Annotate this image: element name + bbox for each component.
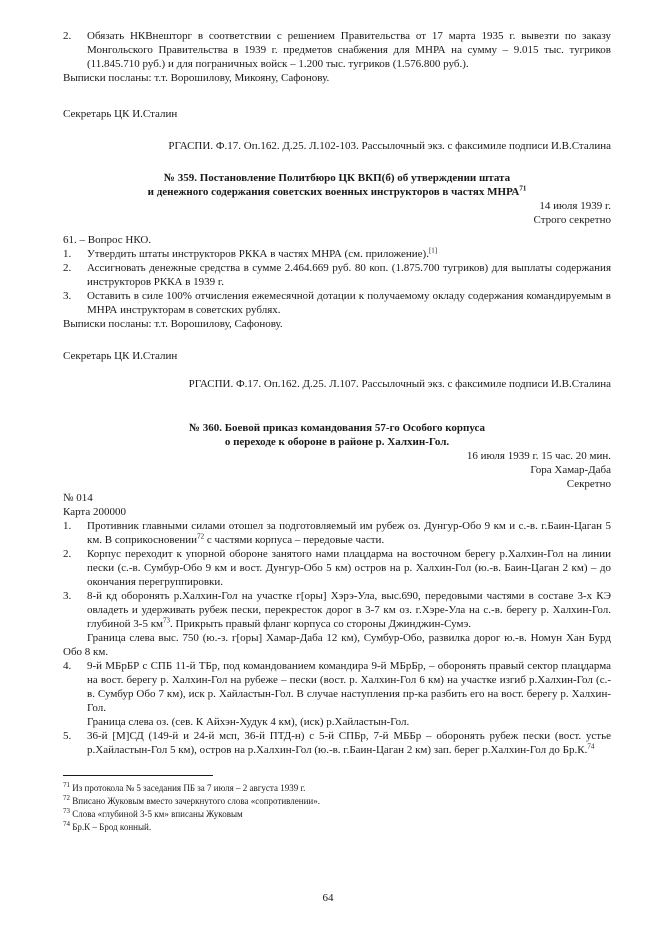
order-number: № 014 — [63, 492, 93, 504]
document-page — [63, 29, 611, 834]
doc-title-line: № 360. Боевой приказ командования 57-го Особого корпуса — [188, 422, 486, 434]
secretary-signature: Секретарь ЦК И.Сталин — [63, 108, 178, 120]
footnote-ref[interactable]: 74 — [587, 742, 595, 751]
archive-source: РГАСПИ. Ф.17. Оп.162. Д.25. Л.102-103. Рассылочный экз. с факсимиле подписи И.В.Сталина — [168, 140, 611, 152]
item-number: 2. — [63, 30, 72, 42]
list-item: 4. 9-й МБрБР с СПБ 11-й ТБр, под командованием командира 9-й МБрБр, – оборонять правый сектор плацдарма на вост. берегу р. Халхин-Гол на рубеже – пески (вост. р. Халхин-Гол 6 км) на участке изгиб р.Халхин-Гол (с.-в. Сумбур Обо 7 км), иск р. Хайластын-Гол. В случае наступления пр-ка разбить его на вост. берегу р. Халхин-Гол. — [63, 660, 611, 714]
footnote-ref[interactable]: 73 — [163, 616, 171, 625]
footnote: $^{72}$ Вписано Жуковым вместо зачеркнутого слова «сопротивлении». — [63, 794, 320, 806]
list-item: 5. 36-й [М]СД (149-й и 24-й мсп, 36-й ПТД-н) с 5-й СПБр, 7-й МББр – оборонять рубеж пески (вост. устье р.Хайластын-Гол 5 км), остров на р.Халхин-Гол (ю.-в. г.Баин-Цаган 2 км) зап. берег р.Халхин-Гол до Бр.К.$^{74}$ — [63, 730, 611, 756]
map-reference: Карта 200000 — [63, 506, 127, 518]
footnote: $^{74}$ Бр.К – Брод конный. — [63, 820, 152, 832]
page-number: 64 — [322, 892, 334, 904]
secrecy-stamp: Строго секретно — [533, 214, 611, 226]
doc-title-line: и денежного содержания советских военных инструкторов в частях МНРА$^{71}$ — [147, 184, 527, 198]
item-text: Обязать НКВнешторг в соответствии с решением Правительства от 17 марта 1935 г. вывезти по заказу Монгольского Правительства в 1939 г. предметов снабжения для МНРА на сумму – 9.015 тыс. тугриков (11.845.710 руб.) и для пограничных войск – 1.200 тыс. тугриков (1.576.800 руб.). — [87, 30, 611, 70]
list-item — [63, 29, 611, 71]
doc-date: 16 июля 1939 г. 15 час. 20 мин. — [466, 450, 611, 462]
footnote-ref[interactable]: 72 — [197, 532, 205, 541]
footnote-ref[interactable]: 71 — [519, 184, 527, 193]
list-item: 3. 8-й кд оборонять р.Халхин-Гол на участке г[оры] Хэрэ-Ула, выс.690, передовыми частями в составе 3-х КЭ овладеть и удерживать рубеж пески, перекресток дорог в 3-7 км оз. г.Хэре-Ула на с.-в. берегу р. Халхин-Гол. глубиной 3-5 $км^{73}$. Прикрыть правый фланг корпуса со стороны Джинджин-Сумэ. — [63, 590, 611, 630]
footnote-ref[interactable]: [1] — [428, 246, 438, 255]
list-item: 2. Ассигновать денежные средства в сумме 2.464.669 руб. 80 коп. (1.875.700 тугриков) для выплаты содержания инструкторов РККА в 1939 г. — [63, 262, 611, 288]
doc-place: Гора Хамар-Даба — [530, 464, 611, 476]
doc-title-line: № 359. Постановление Политбюро ЦК ВКП(б) об утверждении штата — [163, 172, 511, 184]
list-item: 1. Противник главными силами отошел за подготовляемый им рубеж оз. Дунгур-Обо 9 км и с.-в. г.Баин-Цаган 5 км. В соприкосновении$^{72}$ с частями корпуса – передовые части. — [63, 520, 611, 546]
doc-date: 14 июля 1939 г. — [539, 200, 611, 212]
distribution-note: Выписки посланы: т.т. Ворошилову, Сафонову. — [63, 318, 283, 330]
boundary-note: Граница слева выс. 750 (ю.-з. г[оры] Хамар-Даба 12 км), Сумбур-Обо, развилка дорог ю.-в. Номун Хан Бурд Обо 8 км. — [63, 632, 611, 658]
footnote: $^{71}$ Из протокола № 5 заседания ПБ за 7 июля – 2 августа 1939 г. — [63, 781, 306, 793]
secrecy-stamp: Секретно — [566, 478, 611, 490]
footnote-divider — [63, 775, 213, 776]
distribution-note: Выписки посланы: т.т. Ворошилову, Микояну, Сафонову. — [63, 72, 330, 84]
list-item: 3. Оставить в силе 100% отчисления ежемесячной дотации к получаемому окладу содержания командируемым в МНРА инструкторам в советских рублях. — [63, 290, 611, 316]
secretary-signature: Секретарь ЦК И.Сталин — [63, 350, 178, 362]
list-item: 2. Корпус переходит к упорной обороне занятого нами плацдарма на восточном берегу р.Халхин-Гол на линии пески (с.-в. Сумбур-Обо 9 км и вост. Дунгур-Обо 5 км) остров на р. Халхин-Гол (ю.-в. Баин-Цаган 2 км) – до окончания перегруппировки. — [63, 548, 611, 588]
list-item: 1. Утвердить штаты инструкторов РККА в частях МНРА (см. приложение).[1] — [63, 246, 438, 260]
footnote: $^{73}$ Слова «глубиной 3-5 км» вписаны Жуковым — [63, 807, 243, 819]
question-heading: 61. – Вопрос НКО. — [63, 234, 152, 246]
archive-source: РГАСПИ. Ф.17. Оп.162. Д.25. Л.107. Рассылочный экз. с факсимиле подписи И.В.Сталина — [188, 378, 611, 390]
boundary-note: Граница слева оз. (сев. К Айхэн-Худук 4 км), (иск) р.Хайластын-Гол. — [87, 716, 410, 728]
doc-title-line: о переходе к обороне в районе р. Халхин-Гол. — [224, 436, 450, 448]
